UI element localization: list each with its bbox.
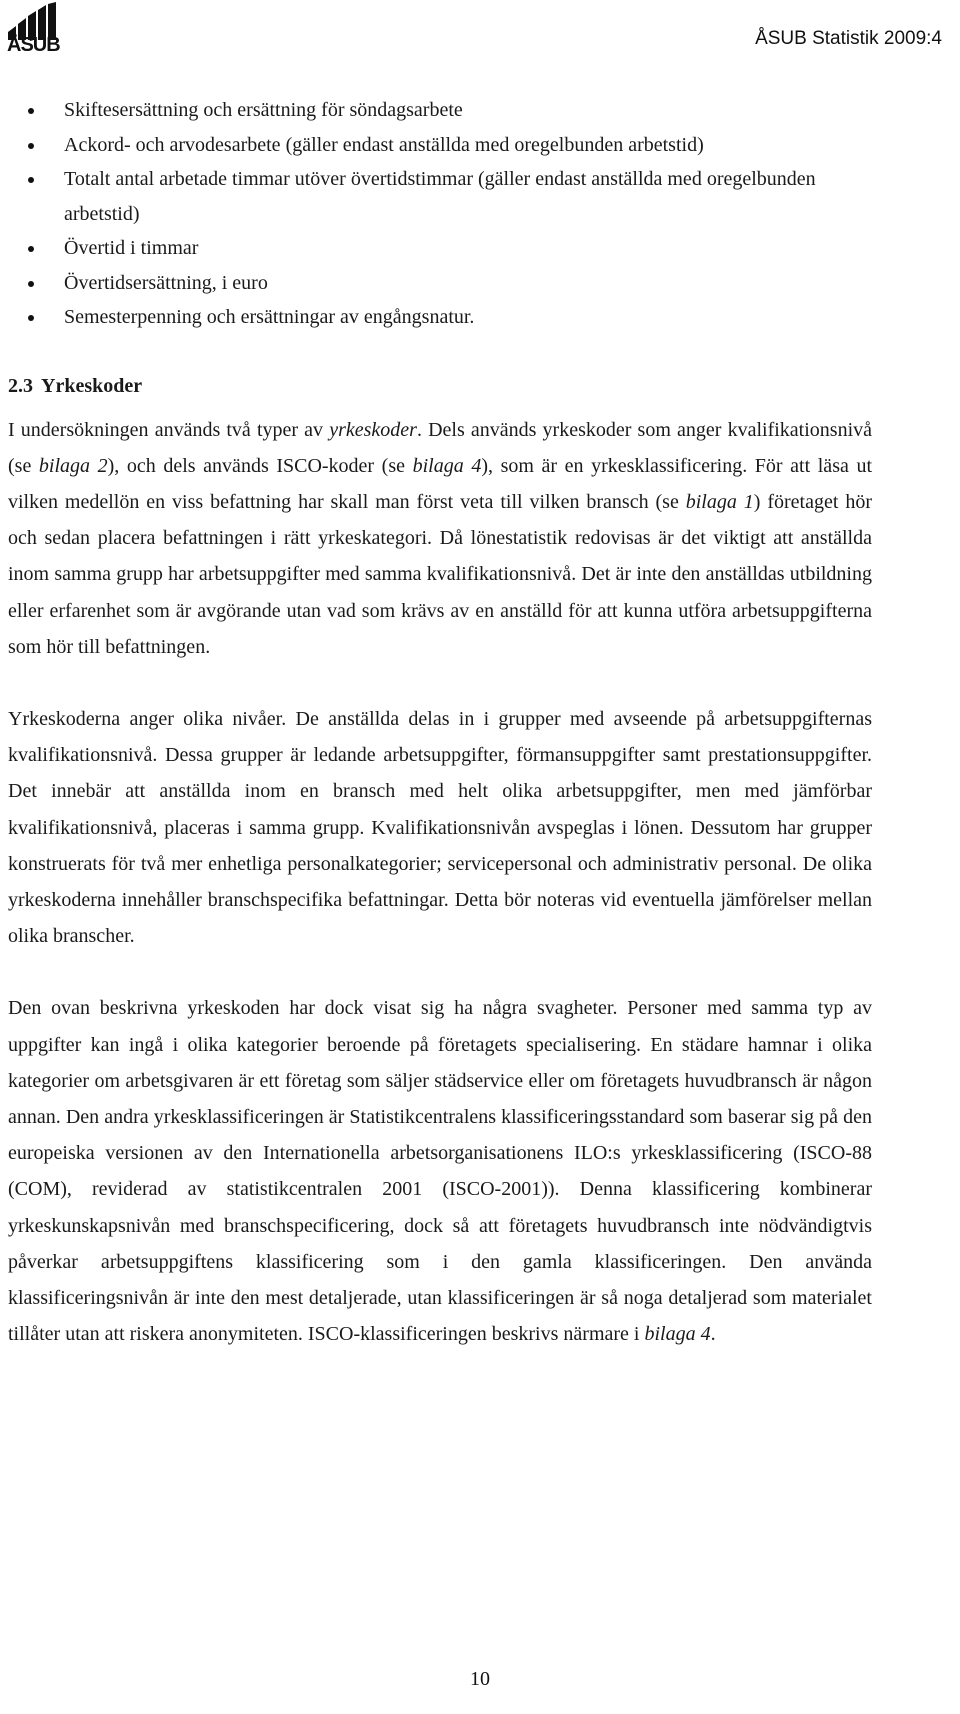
emphasis: yrkeskoder bbox=[329, 418, 417, 441]
list-item: Semesterpenning och ersättningar av engångsnatur. bbox=[8, 300, 872, 335]
text-run: I undersökningen används två typer av bbox=[8, 418, 330, 441]
emphasis: bilaga 2 bbox=[38, 454, 108, 477]
emphasis: bilaga 4 bbox=[644, 1323, 711, 1346]
text-run: . Dels används yrkeskoder som anger kvalifikationsnivå (se bbox=[8, 418, 872, 477]
section-number: 2.3 bbox=[8, 374, 33, 397]
paragraph-2: Yrkeskoderna anger olika nivåer. De anställda delas in i grupper med avseende på arbetsuppgifternas kvalifikationsnivå. Dessa grupper är ledande arbetsuppgifter, förmansuppgifter samt prestationsuppgifter. Det innebär att anställda inom en bransch med helt olika arbetsuppgifter, men med jämförbar kvalifikationsnivå, placeras i samma grupp. Kvalifikationsnivån avspeglas i lönen. Dessutom har grupper konstruerats för två mer enhetliga personalkategorier; servicepersonal och administrativ personal. De olika yrkeskoderna innehåller branschspecifika befattningar. Detta bör noteras vid eventuella jämförelser mellan olika branscher. bbox=[8, 707, 872, 948]
section-heading bbox=[8, 369, 872, 403]
text-run: Den ovan beskrivna yrkeskoden har dock visat sig ha några svagheter. Personer med samma typ av uppgifter kan ingå i olika kategorier beroende på företagets specialisering. En städare hamnar i olika kategorier om arbetsgivaren är ett företag som säljer städservice eller om företagets huvudbransch är någon annan. Den andra yrkesklassificeringen är Statistikcentralens klassificeringsstandard som baserar sig på den europeiska versionen av den Internationella arbetsorganisationens ILO:s yrkesklassificering (ISCO-88 (COM), reviderad av statistikcentralen 2001 (ISCO-2001)). Denna klassificering kombinerar yrkeskunskapsnivån med branschspecificering, dock så att företagets huvudbransch inte nödvändigtvis påverkar arbetsuppgiftens klassificering som i den gamla klassificeringen. Den använda klassificeringsnivån är inte den mest detaljerade, utan klassificeringen är så noga detaljerad som materialet tillåter utan att riskera anonymiteten. ISCO-klassificeringen beskrivs närmare i bbox=[8, 997, 872, 1346]
paragraph-3 bbox=[8, 990, 872, 1352]
logo-text: ÅSUB bbox=[7, 34, 60, 56]
list-item: Övertid i timmar bbox=[8, 231, 872, 266]
section-title: Yrkeskoder bbox=[41, 374, 143, 397]
document-title: ÅSUB Statistik 2009:4 bbox=[755, 28, 942, 49]
list-item: Skiftesersättning och ersättning för söndagsarbete bbox=[8, 93, 872, 128]
bullet-list bbox=[8, 93, 872, 335]
paragraph-1 bbox=[8, 412, 872, 665]
page-content bbox=[8, 93, 872, 1352]
text-run: ), och dels används ISCO-koder (se bbox=[107, 454, 413, 477]
emphasis: bilaga 4 bbox=[412, 454, 482, 477]
page-number: 10 bbox=[470, 1668, 490, 1690]
list-item: Totalt antal arbetade timmar utöver övertidstimmar (gäller endast anställda med oregelbunden arbetstid) bbox=[8, 162, 872, 231]
text-run: ) företaget hör och sedan placera befattningen i rätt yrkeskategori. Då lönestatistik redovisas är det viktigt att anställda inom samma grupp har arbetsuppgifter med samma kvalifikationsnivå. Det är inte den anställdas utbildning eller erfarenhet som är avgörande utan vad som krävs av en anställd för att kunna utföra arbetsuppgifterna som hör till befattningen. bbox=[8, 490, 872, 658]
page-header bbox=[0, 0, 960, 70]
text-run: . bbox=[710, 1323, 716, 1346]
text-run: ), som är en yrkesklassificering. För att läsa ut vilken medellön en viss befattning har skall man först veta till vilken bransch (se bbox=[8, 454, 873, 513]
list-item: Övertidsersättning, i euro bbox=[8, 266, 872, 301]
list-item: Ackord- och arvodesarbete (gäller endast anställda med oregelbunden arbetstid) bbox=[8, 128, 872, 163]
emphasis: bilaga 1 bbox=[685, 490, 754, 513]
